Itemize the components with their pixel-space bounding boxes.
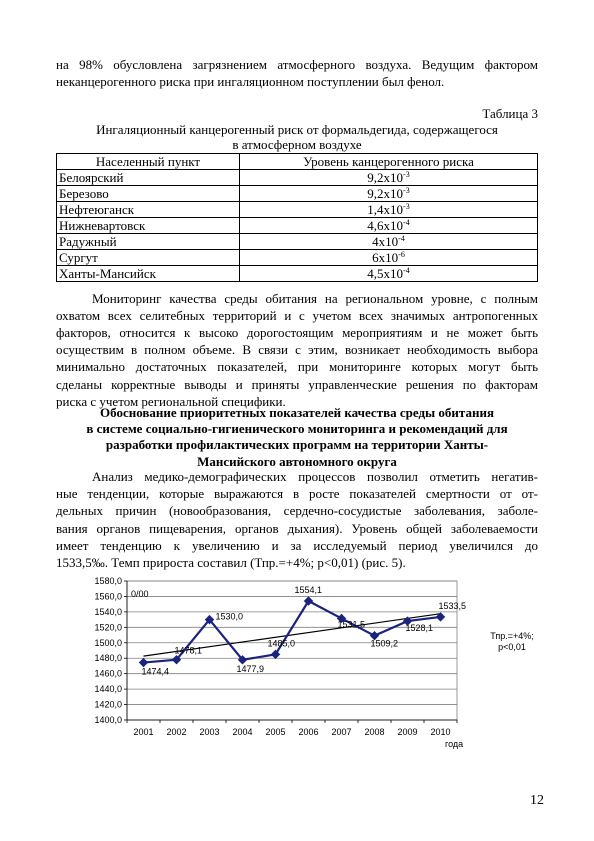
y-tick-label: 1560,0 [94, 591, 122, 602]
x-tick-label: 2010 [430, 727, 451, 737]
risk-mantissa: 1,4x10 [367, 202, 404, 217]
data-label: 1554,1 [294, 585, 323, 596]
data-label: 1531,5 [337, 619, 366, 630]
cell-risk [240, 234, 538, 250]
cell-place: Сургут [57, 250, 240, 266]
risk-table [56, 153, 538, 282]
para1-line: Мониторинг качества среды обитания на региональном уровне, с полным [92, 291, 538, 306]
y-tick-label: 1420,0 [94, 699, 122, 710]
table-row [57, 266, 538, 282]
data-label: 1533,5 [438, 600, 467, 611]
y-tick-label: 1520,0 [94, 622, 122, 633]
table-title-line-2: в атмосферном воздухе [232, 137, 362, 152]
header-risk: Уровень канцерогенного риска [240, 154, 538, 170]
cell-risk [240, 202, 538, 218]
x-tick-label: 2008 [364, 727, 385, 737]
cell-place: Березово [57, 186, 240, 202]
para1-line: риска с учетом региональной специфики. [56, 393, 286, 409]
risk-exponent: -4 [403, 218, 410, 227]
x-tick-label: 2005 [265, 727, 286, 737]
cell-place: Белоярский [57, 170, 240, 186]
para2-line: имеет тенденцию к увеличению и за исследуемый период увеличился до [56, 537, 538, 553]
table-row [57, 218, 538, 234]
cell-risk [240, 170, 538, 186]
para1-line: факторов, относится к высоко дорогостоящим мероприятиям и не может быть [56, 325, 538, 341]
data-label: 1530,0 [215, 611, 244, 622]
risk-mantissa: 4x10 [372, 234, 399, 249]
risk-mantissa: 9,2x10 [367, 186, 404, 201]
risk-mantissa: 4,6x10 [367, 218, 404, 233]
cell-place: Ханты-Мансийск [57, 266, 240, 282]
risk-mantissa: 9,2x10 [367, 170, 404, 185]
heading-line: Мансийского автономного округа [197, 453, 397, 469]
header-place: Населенный пункт [57, 154, 240, 170]
cell-place: Нижневартовск [57, 218, 240, 234]
risk-exponent: -4 [403, 266, 410, 275]
table-body [57, 170, 538, 282]
y-tick-label: 1480,0 [94, 653, 122, 664]
table-row [57, 186, 538, 202]
cell-place: Радужный [57, 234, 240, 250]
morbidity-chart [90, 577, 550, 755]
data-label: 1478,1 [174, 645, 203, 656]
x-tick-label: 2007 [331, 727, 352, 737]
chart-svg [90, 577, 550, 755]
x-tick-label: 2006 [298, 727, 319, 737]
risk-exponent: -3 [403, 186, 410, 195]
heading-line: Обоснование приоритетных показателей качества среды обитания [100, 405, 494, 420]
cell-risk [240, 218, 538, 234]
para2-line: вания органов пищеварения, органов дыхания). Уровень общей заболеваемости [56, 520, 538, 536]
y-tick-label: 1460,0 [94, 668, 122, 679]
x-tick-label: 2004 [232, 727, 253, 737]
para1-line: минимально достаточных показателей, при мониторинге которых могут быть [56, 359, 538, 375]
heading-line: разработки профилактических программ на территории Ханты- [105, 437, 489, 453]
para2-line: Анализ медико-демографических процессов позволил отметить негатив- [92, 469, 538, 484]
table-number: Таблица 3 [482, 106, 538, 121]
para2-line: ные тенденции, которые выражаются в росте показателей смертности от от- [56, 486, 538, 502]
data-label: 1485,0 [267, 638, 296, 649]
heading-line: в системе социально-гигиенического мониторинга и рекомендаций для [86, 421, 508, 437]
para1-line: осуществим в полном объеме. В связи с этим, возникает необходимость выбора [56, 342, 538, 358]
risk-exponent: -3 [403, 170, 410, 179]
y-tick-label: 1400,0 [94, 715, 122, 725]
para1-line: охватом всех селитебных территорий и с учетом всех значимых антропогенных [56, 308, 538, 324]
risk-mantissa: 4,5x10 [367, 266, 404, 281]
cell-risk [240, 186, 538, 202]
x-tick-label: 2009 [397, 727, 418, 737]
para2-line: дельных причин (новообразования, сердечно-сосудистые заболевания, заболе- [56, 503, 538, 519]
intro-line-1: на 98% обусловлена загрязнением атмосферного воздуха. Ведущим фактором [56, 57, 538, 72]
x-tick-label: 2003 [199, 727, 220, 737]
growth-rate-label: Тпр.=+4%; [490, 631, 534, 641]
x-tick-label: 2001 [133, 727, 154, 737]
risk-exponent: -4 [398, 234, 405, 243]
data-label: 1509,2 [370, 638, 399, 649]
risk-exponent: -3 [403, 202, 410, 211]
y-tick-label: 1540,0 [94, 606, 122, 617]
page-number: 12 [530, 793, 544, 808]
x-axis-label: года [445, 739, 464, 749]
risk-mantissa: 6x10 [372, 250, 399, 265]
table-header-row [57, 154, 538, 170]
para1-line: сделаны корректные выводы и приняты управленческие решения по факторам [56, 376, 538, 392]
cell-risk [240, 250, 538, 266]
risk-exponent: -6 [398, 250, 405, 259]
data-label: 1474,4 [141, 666, 170, 677]
data-label: 1528,1 [405, 623, 434, 634]
p-value-label: р<0,01 [498, 642, 526, 652]
table-row [57, 250, 538, 266]
intro-line-2: неканцерогенного риска при ингаляционном поступлении был фенол. [56, 74, 445, 89]
y-tick-label: 1500,0 [94, 637, 122, 648]
cell-risk [240, 266, 538, 282]
table-row [57, 234, 538, 250]
para2-line: 1533,5‰. Темп прироста составил (Тпр.=+4%; р<0,01) (рис. 5). [56, 555, 406, 570]
table-row [57, 202, 538, 218]
data-point [140, 659, 148, 667]
table-title-line-1: Ингаляционный канцерогенный риск от формальдегида, содержащегося [96, 122, 498, 137]
y-tick-label: 1580,0 [94, 576, 122, 586]
cell-place: Нефтеюганск [57, 202, 240, 218]
y-tick-label: 1440,0 [94, 684, 122, 695]
data-label: 1477,9 [236, 663, 265, 674]
table-row [57, 170, 538, 186]
x-tick-label: 2002 [166, 727, 187, 737]
y-axis-unit-label: 0/00 [131, 589, 149, 599]
